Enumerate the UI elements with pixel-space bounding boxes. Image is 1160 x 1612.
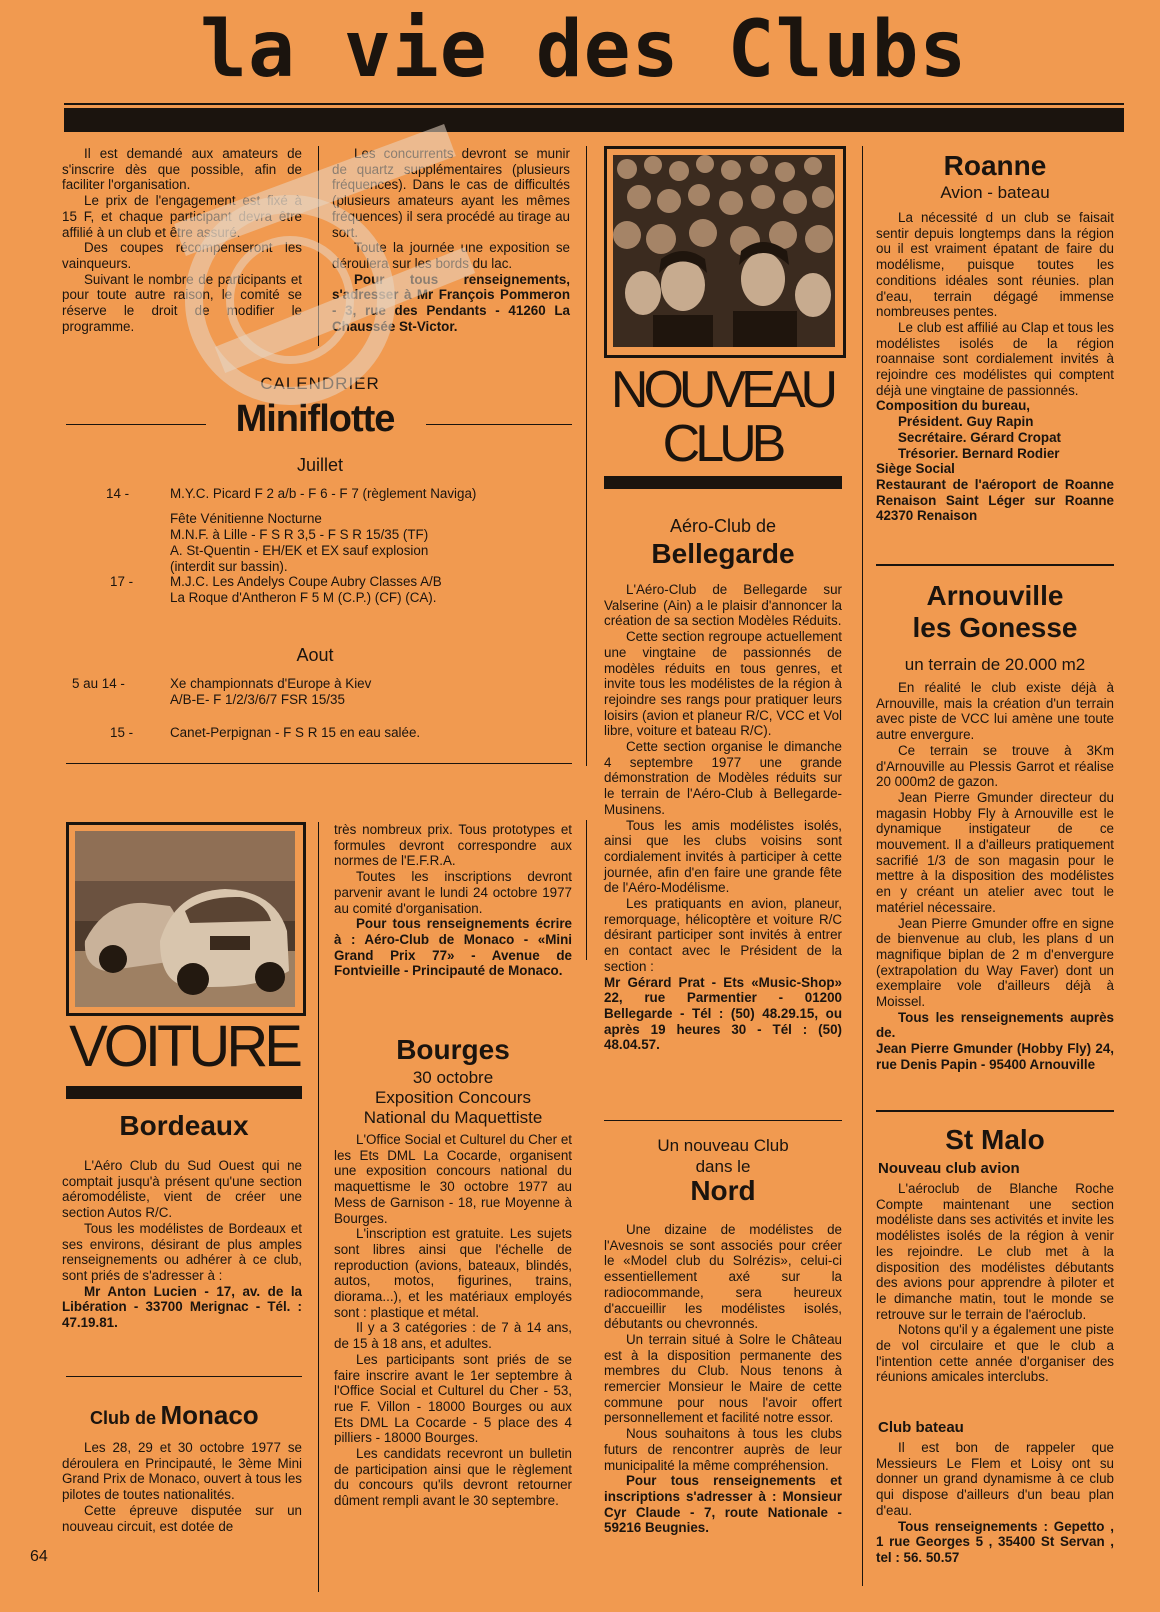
paragraph: Jean Pierre Gmunder offre en signe de bienvenue au club, les plans d un magnifique biplan de 2 m d'envergure (extrapolation du Way Faver) dont un exemplaire vole d'ailleurs déjà à Moissel.	[876, 915, 1114, 1010]
paragraph: Des coupes récompenseront les vainqueurs.	[62, 240, 302, 271]
paragraph: L'Office Social et Culturel du Cher et les Ets DML La Cocarde, organisent une exposition concours national du maquettisme le 30 octobre 1977 au Mess de Garnison - 18, rue Moyenne à Bourges.	[334, 1132, 572, 1226]
bordeaux-title: Bordeaux	[119, 1110, 249, 1141]
calendar-entry: (interdit sur bassin).	[170, 559, 288, 574]
calendar-rule-right	[426, 424, 572, 425]
crowd-photo-icon	[613, 155, 835, 347]
column-divider	[318, 822, 319, 1592]
nord-kicker: dans le	[695, 1157, 751, 1176]
calendar-entry: La Roque d'Antheron F 5 M (C.P.) (CF) (CA).	[170, 590, 437, 605]
stmalo-article-2	[876, 1440, 1114, 1566]
monaco-title	[90, 1400, 310, 1431]
crowd-photo	[604, 146, 846, 358]
paragraph: Les pratiquants en avion, planeur, remorquage, hélicoptère et voiture R/C désirant participer sont invités à entrer en contact avec le Président de la section :	[604, 896, 842, 974]
paragraph: Cette section organise le dimanche 4 septembre 1977 une grande démonstration de Modèles réduits sur le terrain de l'Aéro-Club à Bellegarde-Musinens.	[604, 739, 842, 817]
paragraph: Toutes les inscriptions devront parvenir avant le lundi 24 octobre 1977 au comité d'organisation.	[334, 869, 572, 916]
intro-column-1	[62, 146, 302, 334]
paragraph: La nécessité d un club se faisait sentir depuis longtemps dans la région ou il est vraiment épatant de faire du modélisme, puisque toutes les conditions idéales sont réunies. plan d'eau, terrain dégagé immense nombreuses pentes.	[876, 210, 1114, 320]
nouveau-rule	[604, 476, 842, 489]
section-rule	[604, 1120, 842, 1121]
contact-paragraph: Mr Anton Lucien - 17, av. de la Libération - 33700 Merignac - Tél. : 47.19.81.	[62, 1283, 302, 1331]
paragraph: Les participants sont priés de se faire inscrire avant le 1er septembre à l'Office Social et Culturel du Cher - 53, rue F. Villon - 18000 Bourges ou aux Ets DML La Cocarde - 5 place des 4 pilliers - 18000 Bourges.	[334, 1351, 572, 1446]
race-cars-photo	[66, 822, 306, 1016]
paragraph: Le club est affilié au Clap et tous les modélistes isolés de la région roannaise sont cordialement invités à rejoindre ces modélistes qui comptent déjà une vingtaine de passionnés.	[876, 319, 1114, 398]
voiture-rule	[66, 1086, 302, 1099]
section-rule	[876, 564, 1114, 566]
paragraph: Le prix de l'engagement est fixé à 15 F, et chaque participant devra être affilié à un club et être assuré.	[62, 193, 302, 240]
intro-column-2	[332, 146, 570, 334]
paragraph: Notons qu'il y a également une piste de vol circulaire et que le club a l'intention cette année d'organiser des réunions amicales interclubs.	[876, 1322, 1114, 1385]
calendar-title: Miniflotte	[235, 398, 395, 440]
roanne-title: Roanne	[943, 150, 1047, 181]
contact-paragraph: Pour tous renseignements et inscriptions s'adresser à : Monsieur Cyr Claude - 7, route Nationale - 59216 Beugnies.	[604, 1473, 842, 1536]
bourges-subtitle: National du Maquettiste	[363, 1108, 543, 1127]
contact-paragraph: Restaurant de l'aéroport de Roanne Renaison Saint Léger sur Roanne 42370 Renaison	[876, 476, 1114, 524]
masthead-rule-thin	[64, 103, 1124, 105]
bellegarde-title: Bellegarde	[651, 538, 795, 569]
masthead-title: la vie des Clubs	[200, 5, 968, 95]
calendar-month-juillet: Juillet	[296, 455, 344, 475]
stmalo-subtitle-2: Club bateau	[878, 1419, 964, 1436]
calendar-entry: M.J.C. Les Andelys Coupe Aubry Classes A/B	[170, 574, 442, 589]
race-cars-photo-icon	[75, 831, 295, 1007]
paragraph: Tous les amis modélistes isolés, ainsi que les clubs voisins sont cordialement invités à participer à cette journée, afin d'en faire une grande fête de l'Aéro-Modélisme.	[604, 817, 842, 896]
contact-paragraph: Jean Pierre Gmunder (Hobby Fly) 24, rue Denis Papin - 95400 Arnouville	[876, 1041, 1114, 1072]
paragraph: Il est bon de rappeler que Messieurs Le Flem et Loisy ont su donner un grand dynamisme à ce club qui dispose d'ailleurs d'un beau plan d'eau.	[876, 1440, 1114, 1518]
nouveau-heading-line2: CLUB	[662, 415, 782, 473]
bordeaux-article	[62, 1158, 302, 1331]
paragraph: Les candidats recevront un bulletin de participation ainsi que le règlement du concours qu'ils devront retourner dûment rempli avant le 30 septembre.	[334, 1446, 572, 1509]
paragraph: Les concurrents devront se munir de quartz supplémentaires (plusieurs fréquences). Dans le cas de difficultés (plusieurs amateurs ayant les mêmes fréquences) il sera procédé au tirage au sort.	[332, 146, 570, 240]
section-rule	[66, 1376, 302, 1377]
arnouville-article	[876, 680, 1114, 1073]
paragraph: L'Aéro-Club de Bellegarde sur Valserine (Ain) a le plaisir d'annoncer la création de sa section Modèles Réduits.	[604, 582, 842, 629]
paragraph: Toute la journée une exposition se déroulera sur les bords du lac.	[332, 240, 570, 271]
bureau-line: Trésorier. Bernard Rodier	[898, 445, 1060, 461]
calendar-entry: Canet-Perpignan - F S R 15 en eau salée.	[170, 725, 421, 740]
monaco-title-prefix: Club de	[90, 1408, 156, 1428]
section-rule	[876, 1110, 1114, 1112]
calendar-entry: A. St-Quentin - EH/EK et EX sauf explosion	[170, 543, 429, 558]
column-divider	[586, 820, 587, 960]
nord-title: Nord	[690, 1175, 756, 1206]
monaco-article-continued	[334, 822, 572, 979]
bureau-line: Secrétaire. Gérard Cropat	[898, 429, 1061, 445]
nouveau-heading-line1: NOUVEAU	[610, 361, 834, 419]
nord-kicker: Un nouveau Club	[657, 1136, 789, 1155]
paragraph: L'inscription est gratuite. Les sujets sont libres ainsi que l'échelle de reproduction (avions, bateaux, blindés, autos, motos, figurines, trains, diorama...), et les matériaux employés sont : plastique et métal.	[334, 1226, 572, 1320]
paragraph: Ce terrain se trouve à 3Km d'Arnouville au Plessis Garrot et réalise 20 000m2 de gazon.	[876, 742, 1114, 790]
column-divider	[862, 146, 863, 1586]
paragraph: L'Aéro Club du Sud Ouest qui ne comptait jusqu'à présent qu'une section aéromodéliste, vient de créer une section Autos R/C.	[62, 1158, 302, 1221]
paragraph: Suivant le nombre de participants et pour toute autre raison, le comité se réserve le droit de modifier le programme.	[62, 271, 302, 334]
calendar-entry: M.Y.C. Picard F 2 a/b - F 6 - F 7 (règlement Naviga)	[170, 486, 477, 501]
bellegarde-article	[604, 582, 842, 1053]
paragraph: En réalité le club existe déjà à Arnouville, mais la création d'un terrain avec piste de VCC lui amène une toute autre envergure.	[876, 680, 1114, 743]
calendar-entry: Fête Vénitienne Nocturne	[170, 511, 322, 526]
page-number: 64	[30, 1548, 48, 1565]
monaco-article	[62, 1440, 302, 1534]
paragraph: L'aéroclub de Blanche Roche Compte maintenant une section modéliste dans ses activités et invite les modélistes isolés de la région à venir les rejoindre. Le club met à la disposition des modélistes débutants des avions pour apprendre à piloter et le dimanche matin, tout le monde se retrouve sur le terrain de l'aéroclub.	[876, 1181, 1114, 1322]
contact-paragraph: Pour tous renseignements, s'adresser à Mr François Pommeron - 3, rue des Pendants - 41260 La Chaussée St-Victor.	[332, 271, 570, 334]
roanne-article	[876, 210, 1114, 524]
calendar-rule-left	[66, 424, 206, 425]
bourges-subtitle: 30 octobre	[412, 1068, 494, 1087]
paragraph: Nous souhaitons à tous les clubs futurs de rencontrer auprès de leur municipalité la même compréhension.	[604, 1426, 842, 1473]
calendar-entry: Xe championnats d'Europe à Kiev	[170, 676, 372, 691]
calendar-entry: M.N.F. à Lille - F S R 3,5 - F S R 15/35 (TF)	[170, 527, 429, 542]
column-divider	[586, 146, 587, 766]
arnouville-title: Arnouville	[926, 580, 1064, 611]
bellegarde-kicker: Aéro-Club de	[669, 516, 777, 536]
arnouville-title: les Gonesse	[912, 612, 1078, 643]
calendar-day: 15 -	[110, 725, 134, 740]
bourges-title: Bourges	[396, 1034, 510, 1065]
bureau-line: Composition du bureau,	[876, 398, 1030, 414]
calendar-day: 17 -	[110, 574, 134, 589]
section-rule	[66, 763, 572, 764]
calendar-entry: A/B-E- F 1/2/3/6/7 FSR 15/35	[170, 692, 345, 707]
voiture-heading: VOITURE	[69, 1014, 299, 1079]
paragraph: Il est demandé aux amateurs de s'inscrire dès que possible, afin de faciliter l'organisation.	[62, 146, 302, 193]
column-divider	[318, 146, 319, 346]
nord-article	[604, 1222, 842, 1536]
bourges-subtitle: Exposition Concours	[375, 1088, 531, 1107]
contact-paragraph: Tous renseignements : Gepetto , 1 rue Georges 5 , 35400 St Servan , tel : 56. 50.57	[876, 1518, 1114, 1565]
masthead-rule-thick	[64, 108, 1124, 132]
contact-paragraph: Tous les renseignements auprès de.	[876, 1009, 1114, 1041]
stmalo-article	[876, 1181, 1114, 1385]
paragraph: Tous les modélistes de Bordeaux et ses environs, désirant de plus amples renseignements ou adhérer à ce club, sont priés de s'adresser à :	[62, 1220, 302, 1283]
paragraph: Les 28, 29 et 30 octobre 1977 se déroulera en Principauté, le 3ème Mini Grand Prix de Monaco, ouvert à tous les pilotes de toutes nationalités.	[62, 1440, 302, 1503]
stmalo-title: St Malo	[945, 1124, 1045, 1155]
contact-paragraph: Pour tous renseignements écrire à : Aéro-Club de Monaco - «Mini Grand Prix 77» - Avenue de Fontvieille - Principauté de Monaco.	[334, 916, 572, 979]
paragraph: Une dizaine de modélistes de l'Avesnois se sont associés pour créer le «Model club du Solrézis», celui-ci essentiellement axé sur la radiocommande, sera heureux d'accueillir les modélistes isolés, débutants ou chevronnés.	[604, 1222, 842, 1332]
bureau-line: Siège Social	[876, 461, 955, 477]
bourges-article	[334, 1132, 572, 1509]
paragraph: Il y a 3 catégories : de 7 à 14 ans, de 15 à 18 ans, et adultes.	[334, 1320, 572, 1352]
bureau-line: Président. Guy Rapin	[898, 414, 1034, 430]
paragraph: Un terrain situé à Solre le Château est à la disposition permanente des membres du Club. Nous tenons à remercier Monsieur le Maire de cette commune pour nous l'avoir offert personnellement et facilité notre essor.	[604, 1331, 842, 1426]
monaco-title-main: Monaco	[160, 1400, 259, 1430]
paragraph: très nombreux prix. Tous prototypes et formules devront correspondre aux normes de l'E.F.R.A.	[334, 822, 572, 869]
calendar-kicker: CALENDRIER	[260, 374, 380, 393]
calendar-day: 5 au 14 -	[72, 676, 125, 691]
calendar-month-aout: Aout	[296, 645, 334, 665]
contact-paragraph: Mr Gérard Prat - Ets «Music-Shop» 22, rue Parmentier - 01200 Bellegarde - Tél : (50) 48.29.15, ou après 19 heures 30 - Tél : (50) 48.04.57.	[604, 974, 842, 1053]
paragraph: Cette section regroupe actuellement une vingtaine de passionnés de modèles réduits en tous genres, et invite tous les modélistes de la région à rejoindre ses rangs pour pratiquer leurs loisirs (avion et planeur R/C, VCC et Vol libre, voiture et bateau R/C).	[604, 629, 842, 739]
stmalo-subtitle: Nouveau club avion	[878, 1160, 1020, 1177]
arnouville-subtitle: un terrain de 20.000 m2	[904, 655, 1086, 674]
paragraph: Cette épreuve disputée sur un nouveau circuit, est dotée de	[62, 1502, 302, 1534]
calendar-day: 14 -	[106, 486, 130, 501]
paragraph: Jean Pierre Gmunder directeur du magasin Hobby Fly à Arnouville est le dynamique instigateur de ce mouvement. Il a d'ailleurs pratiquement sacrifié 1/3 de son magasin pour le mettre à la disposition des modélistes en y créant un atelier avec tout le matériel nécessaire.	[876, 789, 1114, 915]
roanne-subtitle: Avion - bateau	[940, 183, 1050, 202]
